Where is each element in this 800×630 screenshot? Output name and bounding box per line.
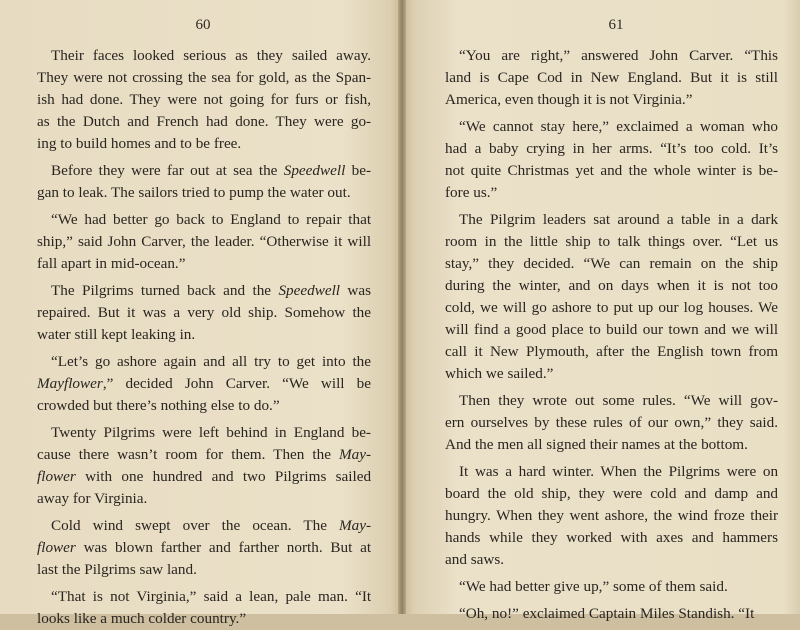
text-line: had a baby crying in her arms. “It’s too cold. It’s — [445, 140, 779, 157]
paragraph — [37, 160, 371, 204]
text-line: last the Pilgrims saw land. — [37, 561, 197, 578]
paragraph — [445, 461, 778, 571]
text-line: The Pilgrims turned back and the Speedwell was — [51, 282, 372, 299]
paragraph — [37, 209, 371, 275]
text-line: away for Virginia. — [37, 490, 148, 507]
text-line: during the winter, and on days when it is not too — [445, 277, 779, 294]
text-line: room in the little ship to talk things over. “Let us — [445, 233, 779, 250]
text-line: “Oh, no!” exclaimed Captain Miles Standish. “It — [459, 605, 755, 622]
text-line: hungry. When they went ashore, the wind froze their — [445, 507, 779, 524]
text-line: “Let’s go ashore again and all try to get into the — [51, 353, 372, 370]
text-line: flower was blown farther and farther north. But at — [37, 539, 372, 556]
text-line: ish had done. They were not going for furs or fish, — [37, 91, 372, 108]
text-line: land is Cape Cod in New England. But it is still — [445, 69, 778, 86]
text-line: as the Dutch and French had done. They were go- — [37, 113, 372, 130]
paragraph — [445, 209, 778, 385]
text-line: hands while they worked with axes and hammers — [445, 529, 779, 546]
paragraph — [37, 422, 371, 510]
text-line: Their faces looked serious as they sailed away. — [51, 47, 372, 64]
text-line: flower with one hundred and two Pilgrims sailed — [37, 468, 372, 485]
text-line: “We cannot stay here,” exclaimed a woman who — [459, 118, 779, 135]
text-line: Twenty Pilgrims were left behind in England be- — [51, 424, 371, 441]
paragraph — [37, 515, 371, 581]
text-line: “We had better give up,” some of them said. — [459, 578, 728, 595]
right-page — [402, 0, 800, 622]
paragraph — [37, 586, 371, 630]
text-line: gan to leak. The sailors tried to pump the water out. — [37, 184, 351, 201]
text-line: water still kept leaking in. — [37, 326, 196, 343]
text-line: which we sailed.” — [445, 365, 554, 382]
text-line: Cold wind swept over the ocean. The May- — [51, 517, 372, 534]
text-line: cold, we will go ashore to put up our log houses. We — [445, 299, 779, 316]
paragraph — [445, 390, 778, 456]
text-line: They were not crossing the sea for gold, as the Span- — [37, 69, 372, 86]
text-line: “That is not Virginia,” said a lean, pale man. “It — [51, 588, 372, 605]
text-line: ing to build homes and to be free. — [37, 135, 242, 152]
text-line: fall apart in mid-ocean.” — [37, 255, 186, 272]
paragraph — [445, 116, 778, 204]
page-number: 60 — [195, 17, 211, 33]
text-line: ship,” said John Carver, the leader. “Otherwise it will — [37, 233, 372, 250]
text-line: fore us.” — [445, 184, 498, 201]
text-line: call it New Plymouth, after the English town from — [445, 343, 779, 360]
text-line: ern ourselves by these rules of our own,” they said. — [445, 414, 778, 431]
text-line: will find a good place to build our town and we will — [445, 321, 779, 338]
paragraph — [37, 45, 371, 155]
paragraph — [445, 603, 778, 625]
paragraph — [37, 280, 371, 346]
text-line: looks like a much colder country.” — [37, 610, 247, 627]
text-line: Before they were far out at sea the Speedwell be- — [51, 162, 372, 179]
text-line: “You are right,” answered John Carver. “This — [459, 47, 779, 64]
text-line: repaired. But it was a very old ship. Somehow the — [37, 304, 372, 321]
text-line: board the old ship, they were cold and damp and — [445, 485, 779, 502]
text-line: stay,” they decided. “We can remain on the ship — [445, 255, 779, 272]
text-line: and saws. — [445, 551, 505, 568]
page-number: 61 — [608, 17, 624, 33]
paragraph — [37, 351, 371, 417]
text-line: America, even though it is not Virginia.” — [445, 91, 693, 108]
text-line: It was a hard winter. When the Pilgrims were on — [459, 463, 779, 480]
text-line: crowded but there’s nothing else to do.” — [37, 397, 280, 414]
text-line: Then they wrote out some rules. “We will gov- — [459, 392, 778, 409]
text-line: not quite Christmas yet and the whole winter is be- — [445, 162, 779, 179]
text-line: cause there wasn’t room for them. Then the May- — [37, 446, 372, 463]
text-line: And the men all signed their names at the bottom. — [445, 436, 748, 453]
paragraph — [445, 45, 778, 111]
text-line: “We had better go back to England to repair that — [51, 211, 372, 228]
text-line: The Pilgrim leaders sat around a table in a dark — [459, 211, 779, 228]
paragraph — [445, 576, 778, 598]
text-line: Mayflower,” decided John Carver. “We will be — [37, 375, 372, 392]
book-gutter — [398, 0, 406, 614]
